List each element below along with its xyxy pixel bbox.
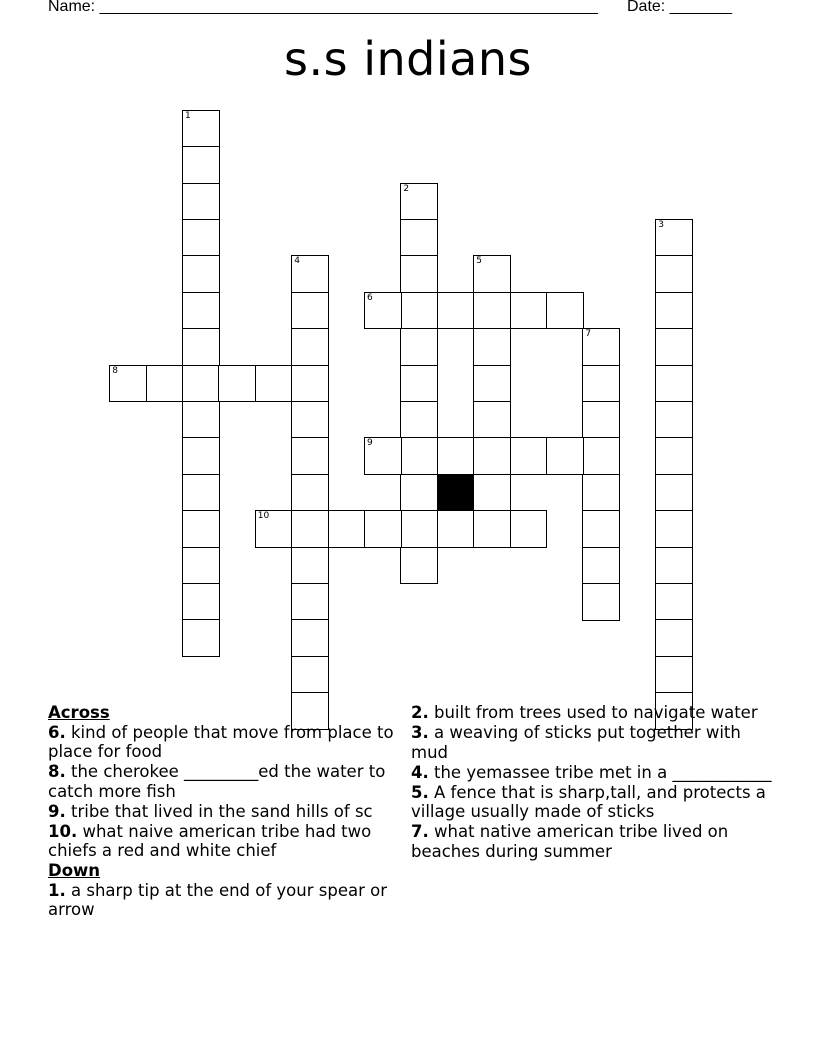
grid-cell[interactable] (473, 510, 511, 548)
clue-number: 3. (411, 723, 429, 742)
grid-cell[interactable] (582, 437, 620, 475)
grid-cell[interactable] (291, 365, 329, 403)
clue-text: what native american tribe lived on beaches during summer (411, 822, 729, 861)
grid-cell[interactable] (655, 474, 693, 512)
cell-number: 10 (257, 511, 270, 522)
grid-cell[interactable] (400, 474, 438, 512)
grid-cell[interactable] (182, 146, 220, 184)
page-title: s.s indians (284, 32, 532, 86)
grid-cell[interactable] (182, 328, 220, 366)
grid-cell[interactable] (182, 401, 220, 439)
cell-number: 1 (185, 110, 191, 121)
grid-cell[interactable] (291, 547, 329, 585)
grid-cell[interactable] (437, 510, 475, 548)
grid-cell[interactable] (510, 292, 548, 330)
grid-cell[interactable] (182, 255, 220, 293)
clue-text: the cherokee _________ed the water to catch more fish (48, 762, 386, 801)
grid-cell[interactable] (400, 437, 438, 475)
grid-cell[interactable] (291, 292, 329, 330)
name-blank[interactable]: ________________________________________________________ (99, 0, 598, 15)
grid-cell-5[interactable] (473, 255, 511, 293)
grid-cell[interactable] (400, 292, 438, 330)
clue-text: what naive american tribe had two chiefs a red and white chief (48, 821, 372, 860)
clue-text: built from trees used to navigate water (434, 703, 758, 722)
grid-cell[interactable] (582, 365, 620, 403)
grid-cell[interactable] (291, 510, 329, 548)
grid-cell[interactable] (655, 255, 693, 293)
cell-number: 2 (403, 183, 410, 194)
clue-number: 10. (48, 821, 78, 841)
grid-cell-3[interactable] (655, 219, 693, 257)
grid-cell[interactable] (146, 365, 184, 403)
clue-number: 2. (411, 703, 429, 722)
cell-number: 6 (367, 292, 373, 303)
across-heading: Across (48, 703, 110, 722)
clue-text: a sharp tip at the end of your spear or arrow (48, 880, 388, 919)
grid-cell-2[interactable] (400, 183, 438, 221)
grid-cell[interactable] (182, 583, 220, 621)
grid-cell[interactable] (400, 219, 438, 257)
grid-cell[interactable] (182, 219, 220, 257)
clue-number: 4. (411, 762, 429, 782)
grid-cell[interactable] (291, 619, 329, 657)
grid-cell[interactable] (364, 510, 402, 548)
cell-number: 8 (112, 365, 118, 376)
grid-cell[interactable] (582, 474, 620, 512)
clue-across-9 (48, 802, 398, 822)
grid-cell-6[interactable] (364, 292, 402, 330)
grid-cell[interactable] (400, 255, 438, 293)
grid-cell[interactable] (291, 401, 329, 439)
clues-left-column (48, 703, 398, 920)
grid-cell[interactable] (291, 437, 329, 475)
grid-cell-4[interactable] (291, 255, 329, 293)
clue-down-5 (411, 783, 781, 822)
grid-cell[interactable] (655, 547, 693, 585)
grid-cell[interactable] (582, 510, 620, 548)
grid-cell-8[interactable] (109, 365, 147, 403)
grid-cell[interactable] (437, 292, 475, 330)
grid-cell[interactable] (400, 365, 438, 403)
clue-down-7 (411, 822, 781, 861)
clue-text: a weaving of sticks put together with mud (411, 723, 741, 762)
clues-right-column (411, 703, 781, 862)
grid-cell[interactable] (182, 365, 220, 403)
grid-cell-black (437, 474, 475, 512)
grid-cell[interactable] (182, 619, 220, 657)
grid-cell[interactable] (400, 510, 438, 548)
grid-cell[interactable] (510, 437, 548, 475)
grid-cell[interactable] (182, 510, 220, 548)
grid-cell-9[interactable] (364, 437, 402, 475)
grid-cell[interactable] (291, 656, 329, 694)
grid-cell[interactable] (473, 328, 511, 366)
grid-cell[interactable] (218, 365, 256, 403)
clue-text: the yemassee tribe met in a ____________ (434, 762, 772, 782)
clue-down-2 (411, 703, 781, 723)
grid-cell[interactable] (655, 619, 693, 657)
grid-cell[interactable] (291, 583, 329, 621)
clue-down-4 (411, 763, 781, 783)
grid-cell[interactable] (255, 365, 293, 403)
grid-cell[interactable] (473, 401, 511, 439)
grid-cell[interactable] (182, 437, 220, 475)
grid-cell[interactable] (291, 328, 329, 366)
clue-number: 9. (48, 801, 66, 821)
grid-cell[interactable] (546, 292, 584, 330)
cell-number: 3 (658, 220, 664, 230)
grid-cell-1[interactable] (182, 110, 220, 148)
grid-cell[interactable] (400, 328, 438, 366)
grid-cell[interactable] (182, 474, 220, 512)
clue-number: 6. (48, 722, 66, 742)
name-label: Name: (48, 0, 96, 15)
grid-cell[interactable] (655, 292, 693, 330)
cell-number: 9 (367, 438, 373, 449)
grid-cell[interactable] (473, 474, 511, 512)
grid-cell[interactable] (182, 547, 220, 585)
grid-cell[interactable] (291, 474, 329, 512)
grid-cell[interactable] (182, 183, 220, 221)
grid-cell-10[interactable] (255, 510, 293, 548)
date-label: Date: (627, 0, 666, 15)
grid-cell[interactable] (400, 401, 438, 439)
clue-across-6 (48, 723, 398, 762)
date-blank[interactable]: _______ (669, 0, 732, 15)
grid-cell[interactable] (582, 583, 620, 621)
grid-cell[interactable] (473, 365, 511, 403)
cell-number: 4 (294, 256, 300, 267)
grid-cell[interactable] (655, 510, 693, 548)
grid-cell[interactable] (510, 510, 548, 548)
clue-number: 5. (411, 782, 429, 802)
clue-across-10 (48, 822, 398, 861)
clue-number: 1. (48, 880, 66, 900)
grid-cell[interactable] (437, 437, 475, 475)
grid-cell[interactable] (655, 328, 693, 366)
grid-cell[interactable] (400, 547, 438, 585)
grid-cell[interactable] (655, 437, 693, 475)
grid-cell[interactable] (582, 547, 620, 585)
grid-cell[interactable] (473, 437, 511, 475)
grid-cell[interactable] (655, 401, 693, 439)
grid-cell[interactable] (655, 656, 693, 694)
grid-cell[interactable] (182, 292, 220, 330)
grid-cell-7[interactable] (582, 328, 620, 366)
clue-down-3 (411, 723, 781, 762)
clue-across-8 (48, 762, 398, 801)
cell-number: 7 (585, 329, 592, 340)
grid-cell[interactable] (473, 292, 511, 330)
clue-number: 7. (411, 822, 429, 841)
clue-text: A fence that is sharp,tall, and protects a village usually made of sticks (411, 782, 766, 821)
grid-cell[interactable] (546, 437, 584, 475)
grid-cell[interactable] (655, 583, 693, 621)
clue-text: kind of people that move from place to place for food (48, 722, 394, 761)
grid-cell[interactable] (582, 401, 620, 439)
clue-number: 8. (48, 762, 66, 781)
cell-number: 5 (476, 256, 482, 267)
grid-cell[interactable] (655, 365, 693, 403)
down-heading: Down (48, 861, 101, 880)
clue-down-1 (48, 881, 398, 920)
clue-text: tribe that lived in the sand hills of sc (71, 801, 373, 821)
grid-cell[interactable] (328, 510, 366, 548)
